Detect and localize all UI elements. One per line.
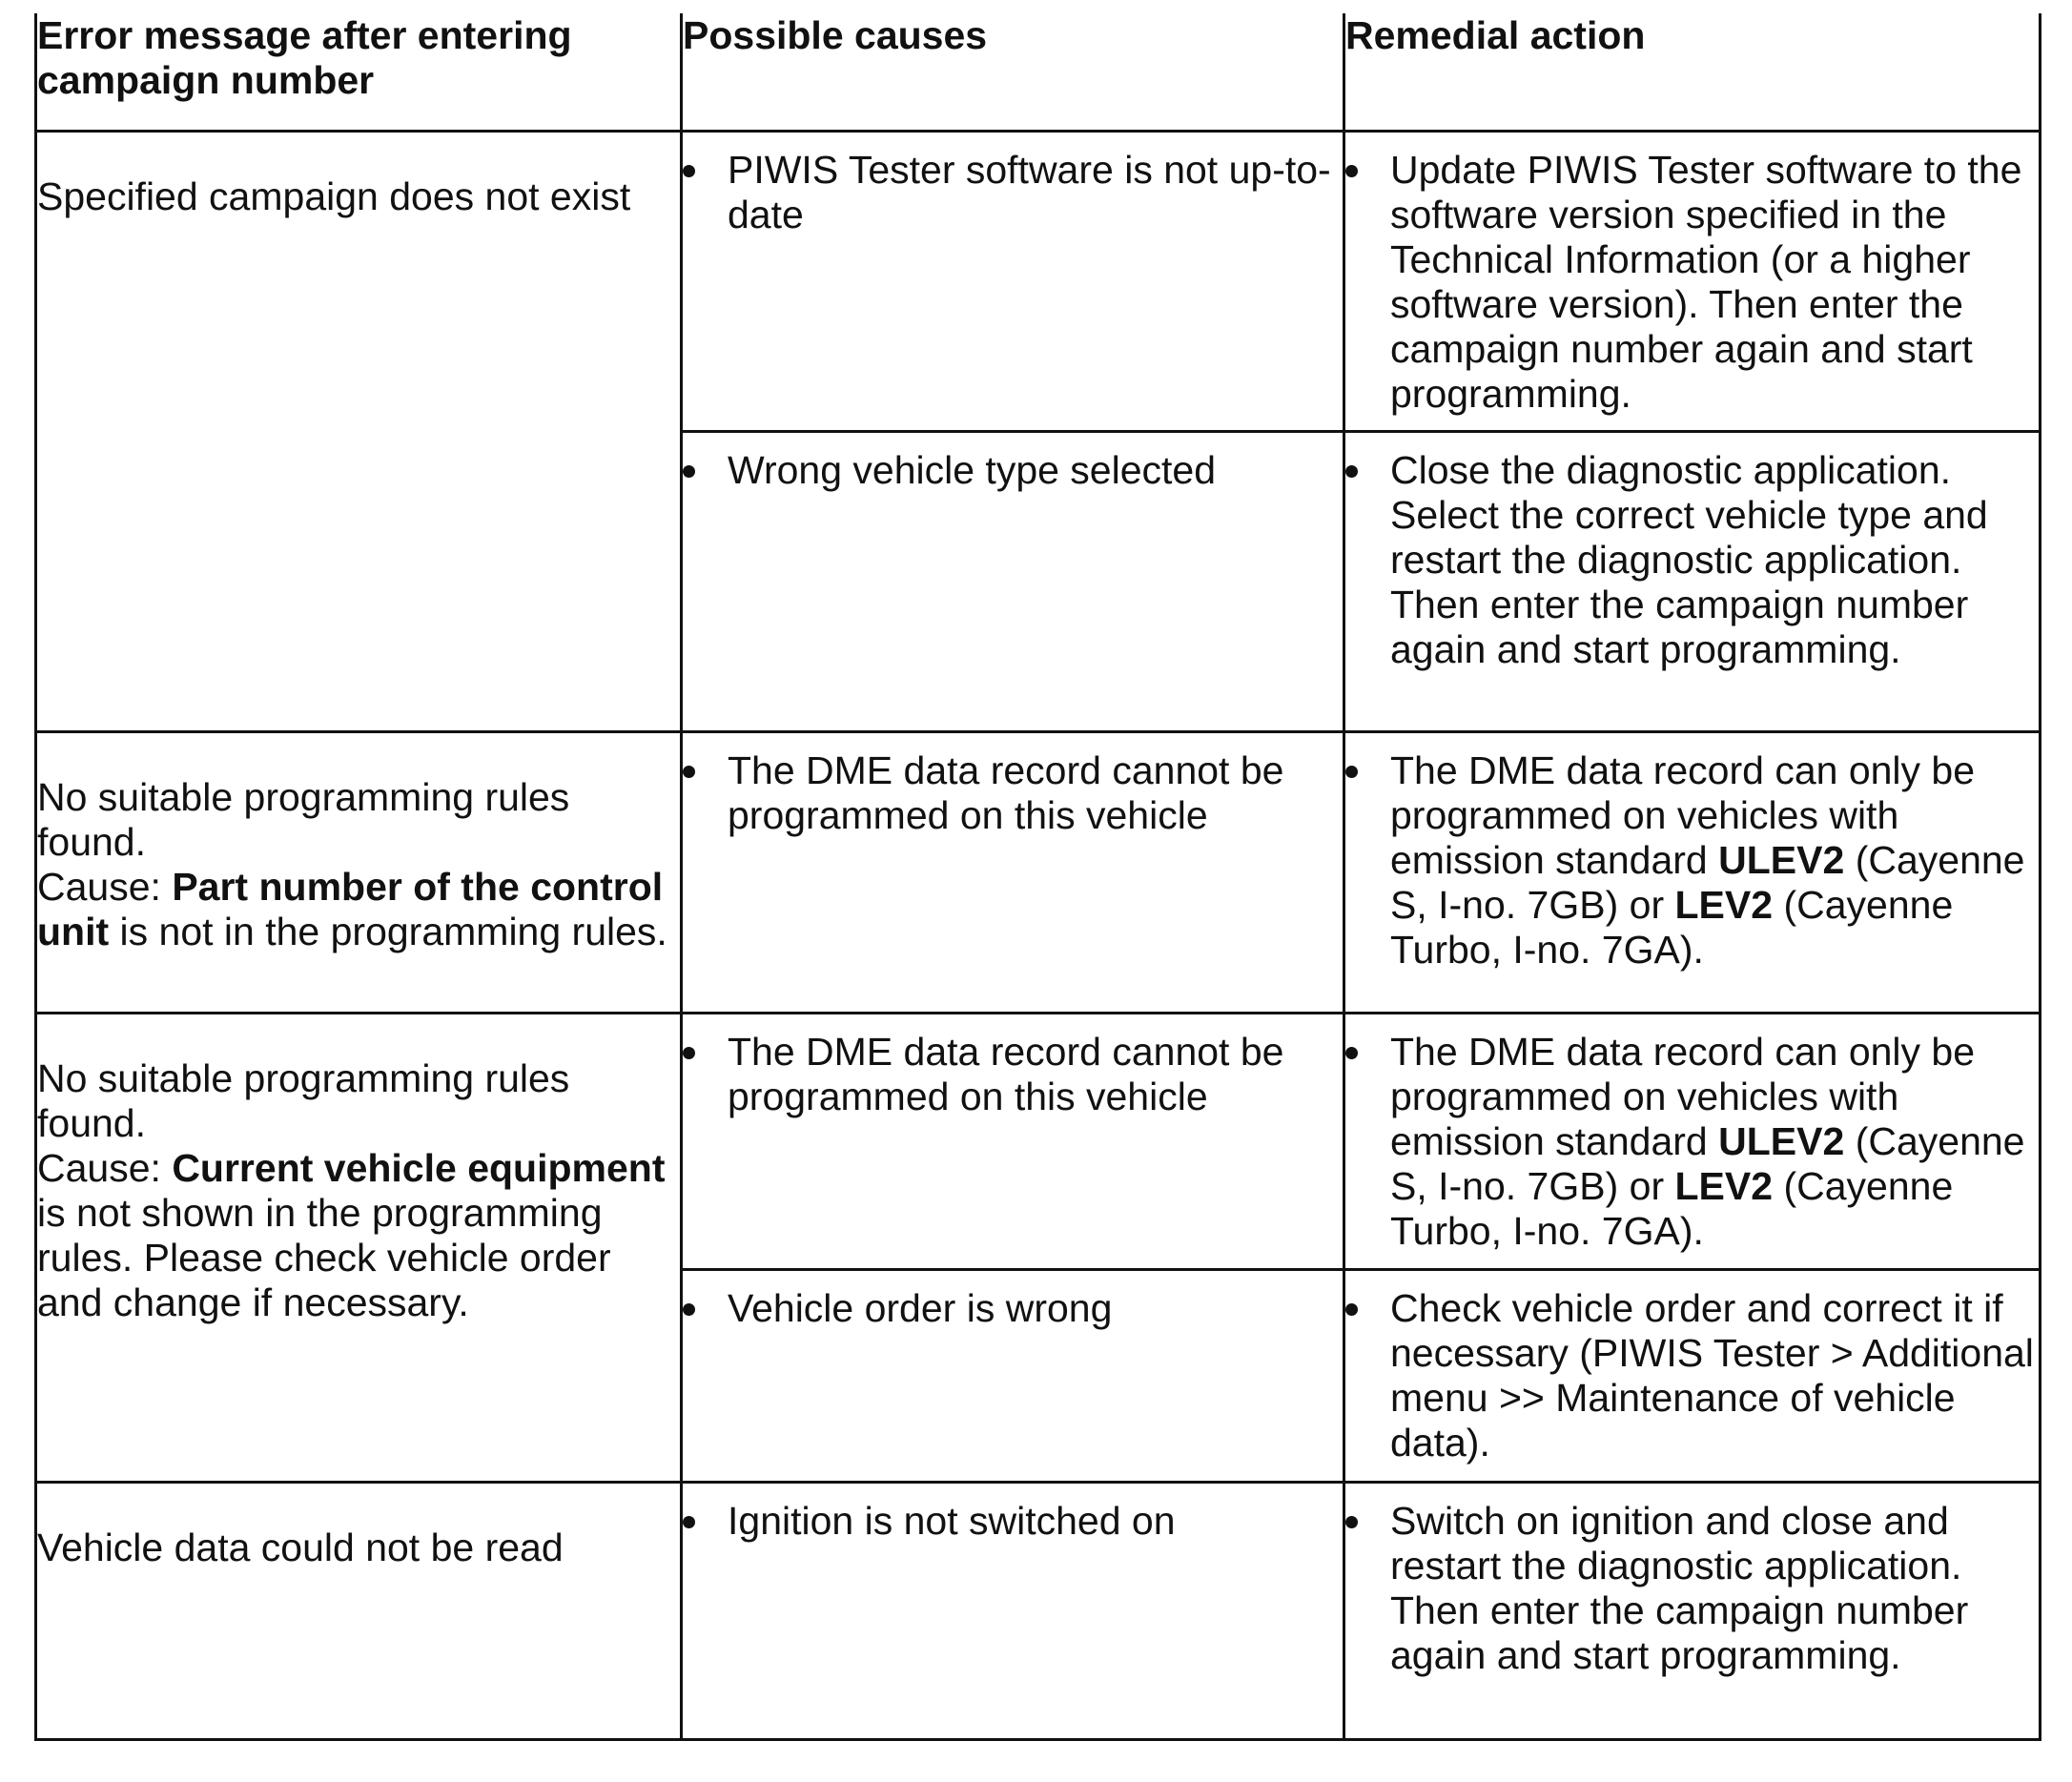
error-cell [36,1013,682,1482]
remedy-cell [1344,431,2041,731]
cause-text: The DME data record cannot be programmed on this vehicle [728,748,1284,837]
cause-cell [682,131,1344,431]
remedy-cell [1344,131,2041,431]
error-rest-text: is not shown in the programming rules. Please check vehicle order and change if necessary. [37,1190,611,1324]
header-possible-causes: Possible causes [682,13,1344,131]
bullet-icon [683,1303,695,1316]
remedy-segment: (Cayenne Turbo, I-no. 7GA). [1390,1163,1954,1253]
cause-label: Cause: [37,864,161,909]
error-cell [36,1482,682,1739]
error-bold-text: Part number of the control unit [37,864,664,953]
error-line: No suitable programming rules found. [37,774,570,864]
cause-cell [682,731,1344,1013]
table-row [36,1013,2041,1269]
cause-cell [682,1013,1344,1269]
remedy-text: Check vehicle order and correct it if necessary (PIWIS Tester > Additional menu >> Maintenance of vehicle data). [1390,1285,2034,1465]
list-item [683,448,1343,493]
remedy-segment: The DME data record can only be programmed on vehicles with emission standard [1390,1029,1976,1163]
bullet-icon [1345,465,1358,478]
remedy-text: Close the diagnostic application. Select the correct vehicle type and restart the diagnostic application. Then enter the campaign number again and start programming. [1390,447,1988,671]
list-item [683,148,1343,237]
remedy-cell [1344,1013,2041,1269]
header-row [36,13,2041,131]
emission-standard-ulev2: ULEV2 [1718,1118,1845,1163]
remedy-text: Update PIWIS Tester software to the software version specified in the Technical Information (or a higher software version). Then enter the campaign number again and start programming. [1390,147,2022,416]
cause-text: Wrong vehicle type selected [728,447,1217,492]
bullet-icon [683,465,695,478]
bullet-icon [683,1516,695,1528]
remedy-segment: The DME data record can only be programmed on vehicles with emission standard [1390,748,1976,882]
cause-text: Ignition is not switched on [728,1498,1176,1543]
bullet-icon [1345,1047,1358,1059]
cause-cell [682,431,1344,731]
table-row [36,131,2041,431]
bullet-icon [683,1047,695,1059]
troubleshooting-table [34,13,2041,1741]
error-bold-text: Current vehicle equipment [172,1145,666,1190]
remedy-text [1390,748,2039,973]
table-row [36,731,2041,1013]
bullet-icon [1345,165,1358,177]
error-line: No suitable programming rules found. [37,1055,570,1145]
cause-text: Vehicle order is wrong [728,1285,1113,1330]
remedy-segment: (Cayenne Turbo, I-no. 7GA). [1390,882,1954,972]
list-item [1345,748,2039,973]
list-item [683,1499,1343,1544]
list-item [1345,448,2039,672]
remedy-segment: (Cayenne S, I-no. 7GB) or [1390,837,2025,927]
emission-standard-lev2: LEV2 [1674,1163,1774,1208]
list-item [683,1286,1343,1331]
remedy-text: Switch on ignition and close and restart the diagnostic application. Then enter the campaign number again and start programming. [1390,1498,1969,1677]
bullet-icon [683,766,695,778]
remedy-cell [1344,1482,2041,1739]
bullet-icon [683,165,695,177]
remedy-cell [1344,1269,2041,1482]
error-text: Specified campaign does not exist [37,174,631,218]
cause-cell [682,1482,1344,1739]
remedy-segment: (Cayenne S, I-no. 7GB) or [1390,1118,2025,1208]
list-item [683,1030,1343,1119]
cause-text: PIWIS Tester software is not up-to-date [728,147,1331,236]
cause-label: Cause: [37,1145,161,1190]
list-item [1345,1499,2039,1678]
header-error-message: Error message after entering campaign number [36,13,682,131]
bullet-icon [1345,1303,1358,1316]
remedy-cell [1344,731,2041,1013]
cause-cell [682,1269,1344,1482]
cause-text: The DME data record cannot be programmed on this vehicle [728,1029,1284,1118]
remedy-text [1390,1030,2039,1254]
bullet-icon [1345,766,1358,778]
error-rest-text: is not in the programming rules. [119,909,667,953]
table-row [36,1482,2041,1739]
error-cell [36,731,682,1013]
list-item [683,748,1343,838]
list-item [1345,148,2039,417]
emission-standard-lev2: LEV2 [1674,882,1774,927]
error-text: Vehicle data could not be read [37,1525,564,1569]
bullet-icon [1345,1516,1358,1528]
header-remedial-action: Remedial action [1344,13,2041,131]
error-cell [36,131,682,731]
emission-standard-ulev2: ULEV2 [1718,837,1845,882]
list-item [1345,1286,2039,1465]
list-item [1345,1030,2039,1254]
